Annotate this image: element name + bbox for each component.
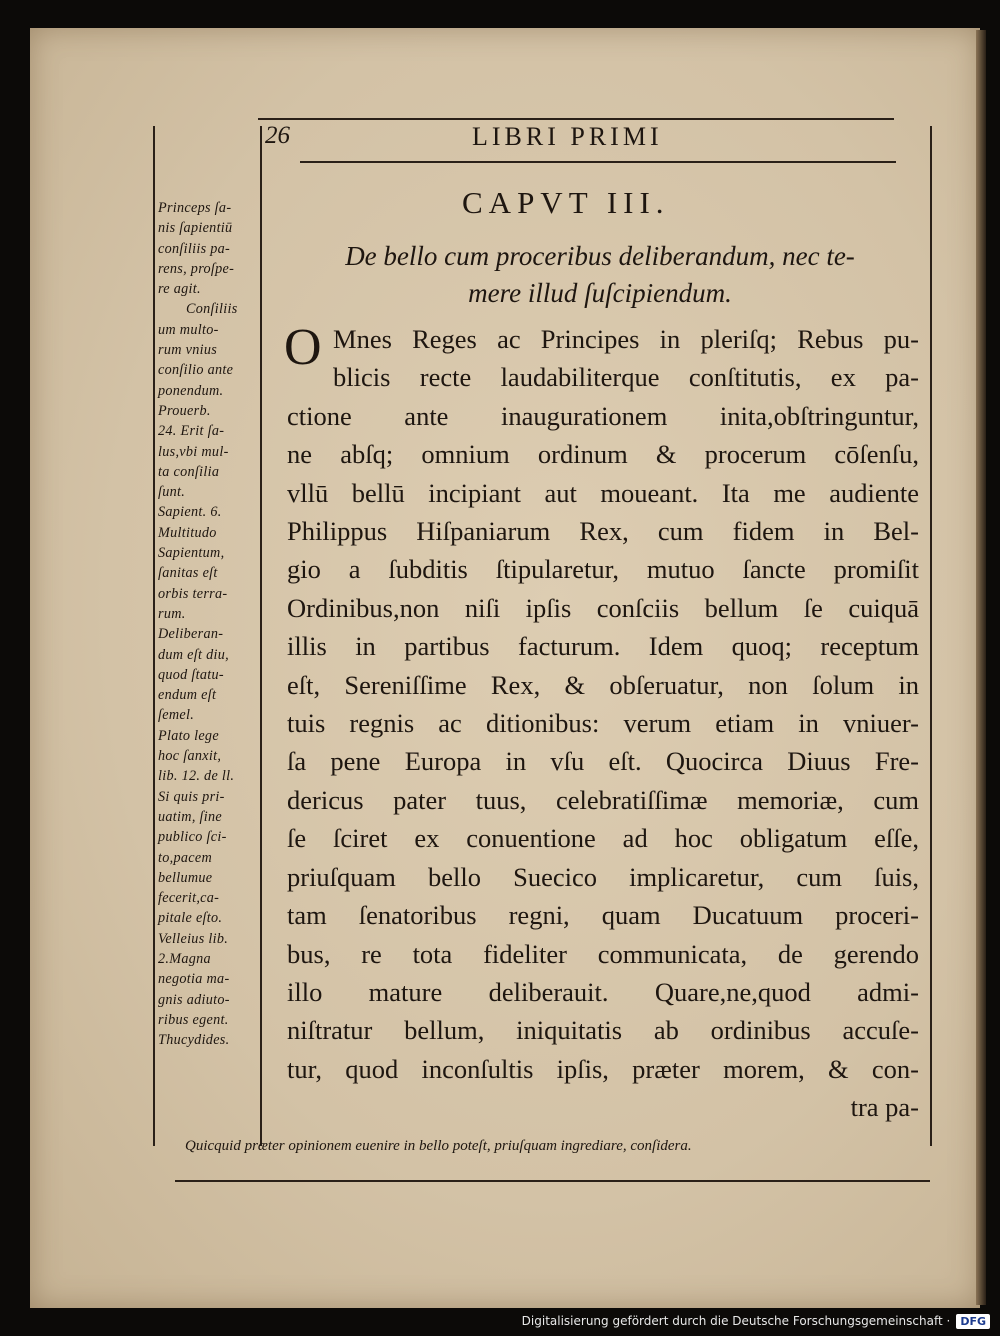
marginal-note bbox=[158, 929, 280, 1051]
marginal-note-line: uatim, ſine bbox=[158, 808, 222, 825]
marginal-note-line: lus,vbi mul- bbox=[158, 443, 229, 460]
marginal-note bbox=[158, 299, 280, 400]
marginal-note-line: rens, proſpe- bbox=[158, 260, 235, 277]
marginal-note-line: ſunt. bbox=[158, 484, 186, 501]
running-head: LIBRI PRIMI bbox=[472, 122, 663, 151]
body-line: ſe ſciret ex conuentione ad hoc obligatum eſſe, bbox=[287, 823, 919, 854]
body-line: illis in partibus facturum. Idem quoq; receptum bbox=[287, 631, 919, 662]
body-line: Ordinibus,non niſi ipſis conſciis bellum ſe cuiquā bbox=[287, 592, 919, 623]
header-rule bbox=[300, 161, 896, 163]
marginal-note-line: dum eſt diu, bbox=[158, 646, 229, 663]
marginal-note-line: Plato lege bbox=[158, 727, 219, 744]
chapter-title: CAPVT III. bbox=[462, 185, 670, 220]
marginal-note-line: nis ſapientiū bbox=[158, 220, 233, 237]
dfg-logo: DFG bbox=[956, 1314, 990, 1329]
marginal-note-line: rum. bbox=[158, 605, 186, 622]
marginal-note-line: negotia ma- bbox=[158, 971, 230, 988]
marginal-note-line: Thucydides. bbox=[158, 1032, 230, 1049]
marginal-notes bbox=[158, 198, 280, 1050]
marginal-note-line: Si quis pri- bbox=[158, 788, 225, 805]
body-line: ne abſq; omnium ordinum & procerum cōſenſu, bbox=[287, 439, 919, 470]
marginal-note-line: Velleius lib. bbox=[158, 930, 229, 947]
outer-left-rule bbox=[153, 126, 155, 1146]
marginal-note-line: um multo- bbox=[158, 321, 219, 338]
bottom-rule bbox=[175, 1180, 930, 1182]
marginal-note-line: re agit. bbox=[158, 281, 201, 298]
body-line: illo mature deliberauit. Quare,ne,quod admi- bbox=[287, 976, 919, 1007]
body-line: tuis regnis ac ditionibus: verum etiam in vniuer- bbox=[287, 708, 919, 739]
body-line: Mnes Reges ac Principes in pleriſq; Rebus pu- bbox=[333, 324, 919, 354]
page-edge bbox=[976, 30, 986, 1305]
marginal-note-line: 2.Magna bbox=[158, 950, 211, 967]
marginal-note-line: endum eſt bbox=[158, 687, 217, 704]
right-rule bbox=[930, 126, 932, 1146]
body-line: Philippus Hiſpaniarum Rex, cum fidem in Bel- bbox=[287, 516, 919, 547]
body-line: dericus pater tuus, celebratiſſimæ memoriæ, cum bbox=[287, 784, 919, 815]
marginal-note-line: gnis adiuto- bbox=[158, 991, 230, 1008]
marginal-note-line: orbis terra- bbox=[158, 585, 228, 602]
drop-cap: O bbox=[284, 319, 322, 376]
marginal-note-line: Princeps ſa- bbox=[158, 200, 232, 216]
credit-text: Digitalisierung gefördert durch die Deutsche Forschungsgemeinschaft · bbox=[521, 1314, 951, 1328]
marginal-note-line: rum vnius bbox=[158, 342, 218, 359]
marginal-note bbox=[158, 401, 280, 502]
body-text bbox=[287, 320, 919, 1127]
body-line: tam ſenatoribus regni, quam Ducatuum proceri- bbox=[287, 900, 919, 931]
body-line: eſt, Sereniſſime Rex, & obſeruatur, non ſolum in bbox=[287, 669, 919, 700]
top-rule bbox=[258, 118, 894, 120]
marginal-note-line: hoc ſanxit, bbox=[158, 748, 222, 765]
marginal-note-line: ribus egent. bbox=[158, 1011, 229, 1028]
body-line: ſa pene Europa in vſu eſt. Quocirca Diuus Fre- bbox=[287, 746, 919, 777]
marginal-note-line: quod ſtatu- bbox=[158, 666, 224, 683]
marginal-note-line: conſilio ante bbox=[158, 362, 234, 379]
credit-bar bbox=[522, 1310, 990, 1332]
marginal-note-line: to,pacem bbox=[158, 849, 213, 866]
marginal-note-line: Multitudo bbox=[158, 524, 217, 541]
marginal-note-line: conſiliis pa- bbox=[158, 240, 231, 257]
marginal-note-line: pitale eſto. bbox=[158, 910, 223, 927]
body-line: gio a ſubditis ſtipularetur, mutuo ſancte promiſit bbox=[287, 554, 919, 585]
marginal-note-line: Sapientum, bbox=[158, 545, 225, 562]
body-line: tur, quod inconſultis ipſis, præter morem, & con- bbox=[287, 1053, 919, 1084]
body-line: blicis recte laudabiliterque conſtitutis, ex pa- bbox=[333, 362, 919, 393]
body-line: bus, re tota fideliter communicata, de gerendo bbox=[287, 938, 919, 969]
page-number: 26 bbox=[265, 122, 290, 149]
marginal-note-line: bellumue bbox=[158, 869, 213, 886]
bottom-note: Quicquid præter opinionem euenire in bello poteſt, priuſquam ingrediare, conſidera. bbox=[185, 1138, 692, 1154]
chapter-subtitle bbox=[300, 238, 900, 312]
body-line: ctione ante inaugurationem inita,obſtringuntur, bbox=[287, 400, 919, 431]
marginal-note-line: ponendum. bbox=[158, 382, 224, 399]
marginal-note bbox=[158, 198, 280, 299]
marginal-note bbox=[158, 624, 280, 725]
marginal-note-line: ſemel. bbox=[158, 707, 195, 724]
marginal-note-line: lib. 12. de ll. bbox=[158, 768, 235, 785]
marginal-note-line: Deliberan- bbox=[158, 626, 224, 643]
marginal-note-line: Conſiliis bbox=[186, 301, 238, 318]
marginal-note-line: Prouerb. bbox=[158, 402, 211, 419]
marginal-note-line: Sapient. 6. bbox=[158, 504, 222, 521]
catchword: tra pa- bbox=[850, 1092, 919, 1123]
marginal-note bbox=[158, 726, 280, 929]
marginal-note-line: publico ſci- bbox=[158, 829, 227, 846]
body-line: niſtratur bellum, iniquitatis ab ordinibus accuſe- bbox=[287, 1015, 919, 1046]
marginal-note bbox=[158, 502, 280, 624]
subtitle-line: mere illud ſuſcipiendum. bbox=[468, 278, 732, 308]
subtitle-line: De bello cum proceribus deliberandum, nec te- bbox=[345, 241, 855, 271]
marginal-note-line: ſanitas eſt bbox=[158, 565, 218, 582]
marginal-note-line: fecerit,ca- bbox=[158, 890, 220, 907]
body-line: priuſquam bello Suecico implicaretur, cum ſuis, bbox=[287, 861, 919, 892]
marginal-note-line: ta conſilia bbox=[158, 463, 220, 480]
body-line: vllū bellū incipiant aut moueant. Ita me audiente bbox=[287, 477, 919, 508]
marginal-note-line: 24. Erit ſa- bbox=[158, 423, 225, 440]
